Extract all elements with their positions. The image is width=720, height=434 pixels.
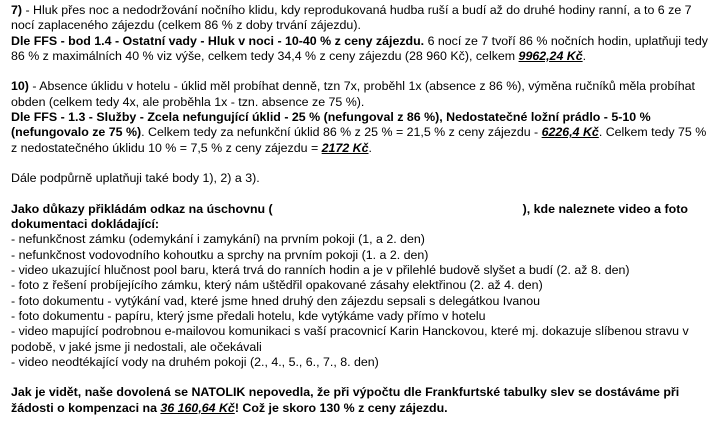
section-10-calc-1: . Celkem tedy za nefunkční úklid 86 % z 25 % = 21,5 % z ceny zájezdu - [141, 125, 542, 140]
list-item: - foto dokumentu - papíru, který jsme předali hotelu, kde vytýkáme vady přímo v hotelu [11, 308, 486, 323]
spacer [11, 370, 712, 385]
section-10-total-2: 2172 Kč [321, 140, 369, 155]
spacer [11, 156, 712, 171]
list-item: - nefunkčnost zámku (odemykání i zamykání) na prvním pokoji (1, a 2. den) [11, 232, 425, 247]
section-7 [11, 3, 712, 64]
spacer [11, 64, 712, 79]
section-7-rule: Dle FFS - bod 1.4 - Ostatní vady - Hluk v noci - 10-40 % z ceny zájezdu. [11, 33, 425, 48]
list-item: - foto z řešení probíjejícího zámku, který nám uštědřil opakované zásahy elektřinou (2. až 4. den) [11, 278, 543, 293]
list-item: - video neodtékající vody na druhém pokoji (2., 4., 5., 6., 7., 8. den) [11, 354, 379, 369]
list-item: - video mapující podrobnou e-mailovou komunikaci s vaší pracovnicí Karin Hanckovou, které mj. dokazuje slíbenou stravu v podobě, v jaké jsme ji nedostali, ale očekávali [11, 324, 689, 354]
section-7-number: 7) [11, 3, 23, 17]
section-10-total-1: 6226,4 Kč [541, 125, 599, 140]
evidence-heading-end: ), kde naleznete video a foto dokumentaci dokládající: [11, 201, 688, 232]
section-10-calc-2: . Celkem tedy 75 % z nedostatečného úklidu 10 % = 7,5 % z ceny zájezdu = [11, 125, 707, 155]
conclusion-end: ! Což je skoro 130 % z ceny zájezdu. [234, 400, 448, 415]
spacer [11, 187, 712, 202]
section-7-total: 9962,24 Kč [518, 48, 583, 63]
evidence-list [11, 232, 712, 370]
list-item: - video ukazující hlučnost pool baru, která trvá do ranních hodin a je v přilehlé budově slyšet a budí (2. až 8. den) [11, 263, 630, 278]
section-10 [11, 79, 712, 155]
section-7-intro: - Hluk přes noc a nedodržování nočního klidu, kdy reprodukovaná hudba ruší a budí až do druhé hodiny ranní, a to 6 ze 7 nocí zaplaceného zájezdu (celkem 86 % z doby trvání zájezdu). [11, 3, 692, 33]
section-7-calculation: 6 nocí ze 7 tvoří 86 % nočních hodin, uplatňuji tedy 86 % z maximálních 40 % viz výše, celkem tedy 34,4 % z ceny zájezdu (28 960 Kč), celkem [11, 33, 708, 63]
evidence-heading-start: Jako důkazy přikládám odkaz na úschovnu ( [11, 201, 273, 216]
section-10-rule: Dle FFS - 1.3 - Služby - Zcela nefungující úklid - 25 % (nefungoval z 86 %), Nedostatečné ložní prádlo - 5-10 % (nefungovalo ze 75 %) [11, 110, 651, 140]
section-10-end: . [368, 140, 372, 155]
conclusion-text: Jak je vidět, naše dovolená se NATOLIK nepovedla, že při výpočtu dle Frankfurtské tabulky slev se dostáváme při žádosti o kompenzaci na [11, 385, 680, 415]
conclusion-total: 36 160,64 Kč [160, 400, 235, 415]
conclusion [11, 385, 712, 416]
section-10-intro: - Absence úklidu v hotelu - úklid měl probíhat denně, tzn 7x, proběhl 1x (absence z 86 %), výměna ručníků měla probíhat obden (celkem tedy 4x, ale proběhla 1x - tzn. absence ze 75 %). [11, 79, 695, 109]
evidence-heading [11, 202, 712, 233]
list-item: - nefunkčnost vodovodního kohoutku a sprchy na prvním pokoji (1. a 2. den) [11, 247, 429, 262]
list-item: - foto dokumentu - vytýkání vad, které jsme hned druhý den zájezdu sepsali s delegátkou Ivanou [11, 293, 540, 308]
support-line: Dále podpůrně uplatňuji také body 1), 2) a 3). [11, 171, 260, 186]
section-10-number: 10) [11, 79, 29, 94]
section-7-end: . [582, 48, 587, 63]
